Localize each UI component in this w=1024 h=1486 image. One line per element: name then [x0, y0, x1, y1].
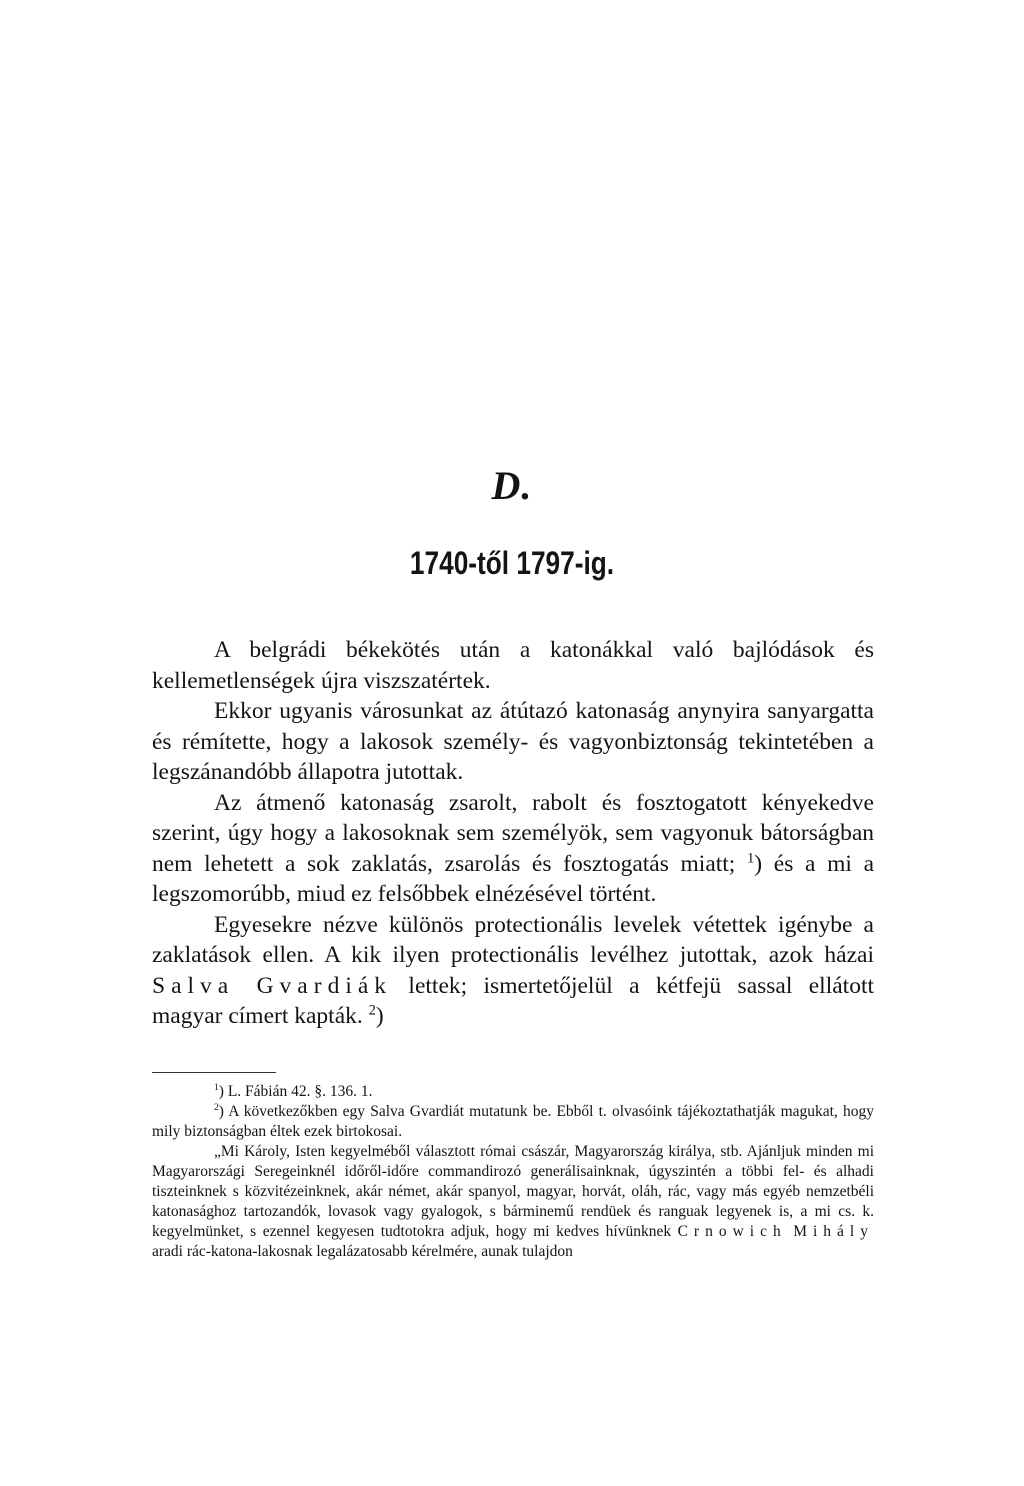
- paragraph-text: Egyesekre nézve különös protectionális levelek vétettek igénybe a zaklatások ellen. A kik ilyen protectionális levélhez jutottak, azok házai: [152, 911, 874, 968]
- footnote-marker: 1: [214, 1082, 219, 1094]
- spaced-name: Mihály: [793, 1223, 874, 1240]
- footnote-divider: [152, 1072, 276, 1073]
- paragraph: [152, 696, 874, 788]
- footnote-text: ) L. Fábián 42. §. 136. 1.: [218, 1083, 373, 1100]
- body-text: [152, 635, 874, 1032]
- paragraph-text: Ekkor ugyanis városunkat az átútazó katonaság anynyira sanyargatta és rémítette, hogy a lakosok személy- és vagyonbiztonság tekintetében a legszánandóbb állapotra jutottak.: [152, 698, 874, 785]
- footnote-marker: 2: [214, 1102, 219, 1114]
- spaced-term: Salva Gvardiák: [152, 972, 393, 999]
- paragraph-text: lettek; ismertetőjelül a kétfejü sassal ellátott magyar címert kapták.: [152, 972, 875, 1029]
- footnote-marker: 2: [368, 1002, 376, 1019]
- paragraph: [152, 635, 874, 696]
- paragraph-text: Az átmenő katonaság zsarolt, rabolt és fosztogatott kényekedve szerint, úgy hogy a lakosoknak sem személyök, sem vagyonuk bátorságban nem lehetett a sok zaklatás, zsarolás és fosztogatás miatt;: [152, 789, 874, 877]
- paragraph: [152, 788, 874, 910]
- footnotes: [152, 1082, 874, 1262]
- spaced-name: Crnowich: [677, 1223, 787, 1240]
- footnote-marker: 1: [747, 849, 755, 866]
- footnote-text: ) A következőkben egy Salva Gvardiát mutatunk be. Ebből t. olvasóink tájékoztathatják magukat, hogy mily biztonságban éltek ezek birtokosai.: [152, 1103, 874, 1140]
- footnote: [152, 1082, 874, 1102]
- footnote: [152, 1142, 874, 1262]
- paragraph-text: ) és a mi a legszomorúbb, miud ez felsőbbek elnézésével történt.: [152, 850, 875, 907]
- paragraph-text: ): [375, 1003, 384, 1029]
- section-letter: D.: [491, 463, 533, 508]
- section-title: 1740-től 1797-ig.: [409, 545, 615, 581]
- footnote: [152, 1102, 874, 1142]
- footnote-text: „Mi Károly, Isten kegyelméből választott római császár, Magyarország királya, stb. Ajánljuk minden mi Magyarországi Seregeinknél időről-időre commandirozó generálisainknak, úgyszintén a többi fel- és alhadi tiszteinknek s közvitézeinknek, akár német, akár spanyol, magyar, horvát, oláh, rác, vagy más egyéb nemzetbéli katonasághoz tartozandók, lovasok vagy gyalogok, s bárminemű rendüek és ranguak legyenek is, a mi cs. k. kegyelmünket, s ezennel kegyesen tudtotokra adjuk, hogy mi kedves hívünknek: [152, 1143, 874, 1240]
- paragraph-text: A belgrádi békekötés után a katonákkal való bajlódások és kellemetlenségek újra viszszatértek.: [152, 637, 874, 694]
- footnote-text: aradi rác-katona-lakosnak legalázatosabb kérelmére, aunak tulajdon: [152, 1243, 573, 1260]
- paragraph: [152, 910, 874, 1032]
